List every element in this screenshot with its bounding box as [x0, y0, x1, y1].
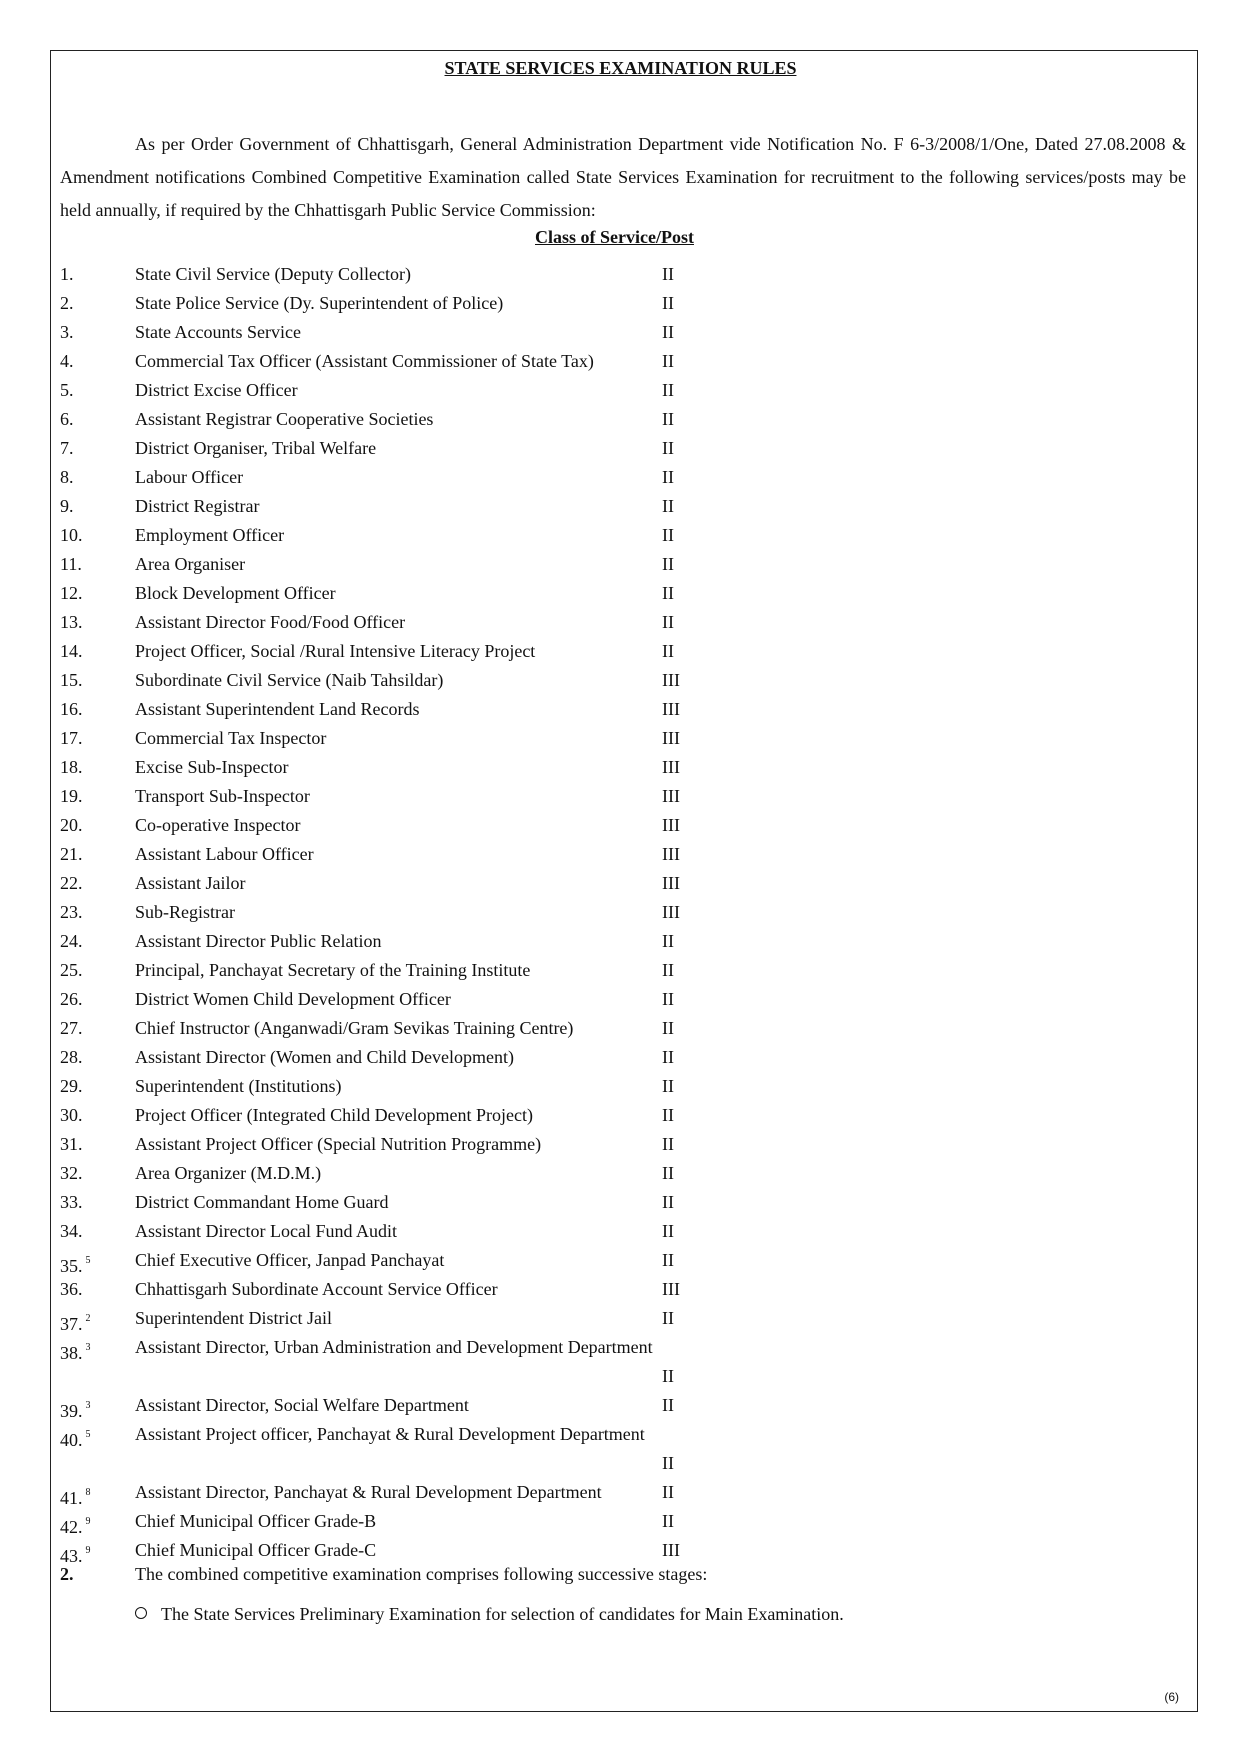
post-row: [60, 1478, 1160, 1507]
post-number: [60, 260, 74, 289]
post-name: Assistant Director, Panchayat & Rural Development Department: [135, 1482, 602, 1502]
post-number: [60, 579, 83, 608]
post-class: II: [662, 1192, 674, 1212]
post-class: II: [662, 467, 674, 487]
post-number-text: 40.: [60, 1430, 83, 1450]
post-name: Employment Officer: [135, 525, 285, 545]
post-name: Assistant Director, Social Welfare Department: [135, 1395, 469, 1415]
post-row: [60, 811, 1160, 840]
post-name: Chhattisgarh Subordinate Account Service Officer: [135, 1279, 498, 1299]
post-class: II: [662, 438, 674, 458]
post-name: Assistant Registrar Cooperative Societies: [135, 409, 434, 429]
post-name: Chief Instructor (Anganwadi/Gram Sevikas Training Centre): [135, 1018, 574, 1038]
post-class: II: [662, 409, 674, 429]
post-name: District Registrar: [135, 496, 260, 516]
post-row: [60, 1275, 1160, 1304]
post-class: III: [662, 670, 680, 690]
post-number: [60, 463, 74, 492]
post-name: Assistant Labour Officer: [135, 844, 314, 864]
post-number: [60, 1420, 91, 1455]
post-row: [60, 260, 1160, 289]
document-title: STATE SERVICES EXAMINATION RULES: [444, 58, 797, 78]
post-name: Assistant Director Public Relation: [135, 931, 382, 951]
post-class: II: [662, 1250, 674, 1270]
post-number: [60, 347, 74, 376]
post-class: II: [662, 1366, 674, 1386]
post-number-text: 43.: [60, 1546, 83, 1566]
post-number: [60, 608, 83, 637]
post-name: District Organiser, Tribal Welfare: [135, 438, 377, 458]
post-row: [60, 1130, 1160, 1159]
post-number-text: 4.: [60, 351, 74, 371]
post-number-text: 36.: [60, 1279, 83, 1299]
post-number-text: 17.: [60, 728, 83, 748]
post-number: [60, 869, 83, 898]
post-class: II: [662, 989, 674, 1009]
post-name: Assistant Jailor: [135, 873, 246, 893]
post-number: [60, 985, 83, 1014]
post-row: [60, 695, 1160, 724]
post-number-text: 5.: [60, 380, 74, 400]
post-number-text: 19.: [60, 786, 83, 806]
post-row: [60, 318, 1160, 347]
post-number-text: 38.: [60, 1343, 83, 1363]
post-number-text: 28.: [60, 1047, 83, 1067]
post-name: Block Development Officer: [135, 583, 336, 603]
post-number-text: 3.: [60, 322, 74, 342]
post-name: Project Officer, Social /Rural Intensive Literacy Project: [135, 641, 536, 661]
post-number-text: 42.: [60, 1517, 83, 1537]
post-number-text: 37.: [60, 1314, 83, 1334]
post-number-text: 35.: [60, 1256, 83, 1276]
post-name: Assistant Director, Urban Administration and Development Department: [135, 1337, 653, 1357]
post-name: Commercial Tax Officer (Assistant Commissioner of State Tax): [135, 351, 594, 371]
post-number: [60, 1217, 83, 1246]
post-class: II: [662, 960, 674, 980]
post-class: II: [662, 1482, 674, 1502]
post-name: Chief Executive Officer, Janpad Panchayat: [135, 1250, 445, 1270]
post-row: [60, 405, 1160, 434]
post-name: Chief Municipal Officer Grade-C: [135, 1540, 377, 1560]
post-row: [60, 898, 1160, 927]
post-row: [60, 347, 1160, 376]
post-name: Commercial Tax Inspector: [135, 728, 327, 748]
footnote-marker: 3: [85, 1400, 91, 1411]
post-row: [60, 1043, 1160, 1072]
post-row: [60, 289, 1160, 318]
stage-number: 2.: [60, 1564, 74, 1584]
post-number-text: 16.: [60, 699, 83, 719]
post-name: Assistant Director Food/Food Officer: [135, 612, 406, 632]
post-row: [60, 1246, 1160, 1275]
post-class: II: [662, 1105, 674, 1125]
post-number: [60, 521, 83, 550]
post-name: Superintendent District Jail: [135, 1308, 332, 1328]
intro-text: As per Order Government of Chhattisgarh, General Administration Department vide Notification No. F 6-3/2008/1/One, Dated 27.08.2008 & Amendment notifications Combined Competitive Examination called State Services Examination for recruitment to the following services/posts may be held annually, if required by the Chhattisgarh Public Service Commission:: [60, 134, 1186, 220]
post-number-text: 12.: [60, 583, 83, 603]
post-class: II: [662, 1395, 674, 1415]
post-row: [60, 927, 1160, 956]
post-number-text: 1.: [60, 264, 74, 284]
post-number-text: 2.: [60, 293, 74, 313]
post-row: [60, 1217, 1160, 1246]
post-row: [60, 840, 1160, 869]
post-class: II: [662, 1134, 674, 1154]
bullet-text: The State Services Preliminary Examination for selection of candidates for Main Examination.: [161, 1604, 844, 1624]
post-row: [60, 956, 1160, 985]
post-class: II: [662, 525, 674, 545]
post-row: [60, 579, 1160, 608]
post-number: [60, 376, 74, 405]
post-class: II: [662, 496, 674, 516]
post-number: [60, 1072, 83, 1101]
post-number-text: 21.: [60, 844, 83, 864]
post-class: III: [662, 844, 680, 864]
post-name: Assistant Director (Women and Child Development): [135, 1047, 514, 1067]
post-number-text: 10.: [60, 525, 83, 545]
post-number: [60, 1333, 91, 1368]
post-class: II: [662, 1453, 674, 1473]
post-row: [60, 1101, 1160, 1130]
post-name: Co-operative Inspector: [135, 815, 301, 835]
post-row: [60, 434, 1160, 463]
post-name: Assistant Superintendent Land Records: [135, 699, 420, 719]
post-number-text: 29.: [60, 1076, 83, 1096]
post-number-text: 31.: [60, 1134, 83, 1154]
post-name: Excise Sub-Inspector: [135, 757, 289, 777]
footnote-marker: 9: [85, 1545, 91, 1556]
post-row: [60, 1507, 1160, 1536]
post-row: [60, 1536, 1160, 1565]
post-number-text: 27.: [60, 1018, 83, 1038]
post-row: [60, 521, 1160, 550]
post-number-text: 20.: [60, 815, 83, 835]
post-number-text: 39.: [60, 1401, 83, 1421]
post-number-text: 24.: [60, 931, 83, 951]
post-number: [60, 318, 74, 347]
post-number-text: 25.: [60, 960, 83, 980]
class-of-service-heading: Class of Service/Post: [535, 227, 694, 247]
post-class: III: [662, 757, 680, 777]
post-number-text: 6.: [60, 409, 74, 429]
post-number: [60, 782, 83, 811]
footnote-marker: 5: [85, 1429, 91, 1440]
stage-text: The combined competitive examination comprises following successive stages:: [135, 1564, 708, 1584]
post-number-text: 30.: [60, 1105, 83, 1125]
post-class: III: [662, 873, 680, 893]
post-number-text: 18.: [60, 757, 83, 777]
post-class: III: [662, 1279, 680, 1299]
footnote-marker: 3: [85, 1342, 91, 1353]
post-number-text: 13.: [60, 612, 83, 632]
post-number: [60, 1101, 83, 1130]
post-class: II: [662, 1163, 674, 1183]
footnote-marker: 8: [85, 1487, 91, 1498]
post-class: III: [662, 728, 680, 748]
post-class: II: [662, 351, 674, 371]
post-number: [60, 434, 74, 463]
post-class: III: [662, 786, 680, 806]
post-name: Assistant Project Officer (Special Nutrition Programme): [135, 1134, 542, 1154]
post-number-text: 33.: [60, 1192, 83, 1212]
post-number-text: 34.: [60, 1221, 83, 1241]
post-row: [60, 1304, 1160, 1333]
post-row: [60, 869, 1160, 898]
post-class: II: [662, 1511, 674, 1531]
post-class: III: [662, 699, 680, 719]
footnote-marker: 9: [85, 1516, 91, 1527]
post-name: District Women Child Development Officer: [135, 989, 451, 1009]
post-row: [60, 753, 1160, 782]
post-row: [60, 985, 1160, 1014]
post-number: [60, 1188, 83, 1217]
post-number-text: 11.: [60, 554, 82, 574]
post-number: [60, 1043, 83, 1072]
post-name: Superintendent (Institutions): [135, 1076, 342, 1096]
post-name: Transport Sub-Inspector: [135, 786, 310, 806]
post-class: II: [662, 293, 674, 313]
post-name: Principal, Panchayat Secretary of the Training Institute: [135, 960, 531, 980]
post-name: Project Officer (Integrated Child Development Project): [135, 1105, 534, 1125]
post-class: III: [662, 1540, 680, 1560]
post-number: [60, 811, 83, 840]
post-number: [60, 927, 83, 956]
post-class: II: [662, 1076, 674, 1096]
post-name: Assistant Project officer, Panchayat & Rural Development Department: [135, 1424, 645, 1444]
bullet-circle-icon: [135, 1607, 147, 1619]
bullet-item: [135, 1604, 844, 1625]
post-number: [60, 898, 83, 927]
post-number: [60, 753, 83, 782]
post-class: II: [662, 380, 674, 400]
post-name: Chief Municipal Officer Grade-B: [135, 1511, 377, 1531]
post-class: II: [662, 264, 674, 284]
post-class: II: [662, 931, 674, 951]
post-number: [60, 1159, 83, 1188]
post-number-text: 15.: [60, 670, 83, 690]
post-number-text: 32.: [60, 1163, 83, 1183]
intro-paragraph: [60, 128, 1186, 227]
post-row: [60, 1072, 1160, 1101]
page-number: (6): [1164, 1690, 1179, 1704]
post-number: [60, 1014, 83, 1043]
post-row: [60, 550, 1160, 579]
post-number: [60, 666, 83, 695]
post-row: [60, 1014, 1160, 1043]
post-class: II: [662, 583, 674, 603]
post-number: [60, 637, 83, 666]
post-row: [60, 463, 1160, 492]
post-number: [60, 1130, 83, 1159]
post-class: II: [662, 554, 674, 574]
post-name: District Excise Officer: [135, 380, 298, 400]
post-row: [60, 376, 1160, 405]
footnote-marker: 2: [85, 1313, 91, 1324]
post-class: II: [662, 322, 674, 342]
post-class: III: [662, 815, 680, 835]
post-number-text: 9.: [60, 496, 74, 516]
post-list: [60, 260, 1160, 1565]
post-row: [60, 1159, 1160, 1188]
post-row: [60, 1391, 1160, 1420]
post-class: II: [662, 1047, 674, 1067]
post-number: [60, 956, 83, 985]
post-class: II: [662, 641, 674, 661]
post-number-text: 8.: [60, 467, 74, 487]
post-name: Area Organiser: [135, 554, 246, 574]
post-name: Area Organizer (M.D.M.): [135, 1163, 322, 1183]
post-class: II: [662, 1018, 674, 1038]
post-class: II: [662, 1221, 674, 1241]
post-name: Assistant Director Local Fund Audit: [135, 1221, 397, 1241]
post-name: Labour Officer: [135, 467, 244, 487]
post-name: Subordinate Civil Service (Naib Tahsildar): [135, 670, 444, 690]
post-class: III: [662, 902, 680, 922]
post-number: [60, 724, 83, 753]
post-number: [60, 1275, 83, 1304]
post-name: Sub-Registrar: [135, 902, 235, 922]
post-name: State Accounts Service: [135, 322, 301, 342]
post-number: [60, 550, 82, 579]
post-row: [60, 782, 1160, 811]
post-name: District Commandant Home Guard: [135, 1192, 389, 1212]
footnote-marker: 5: [85, 1255, 91, 1266]
post-row: [60, 666, 1160, 695]
post-number-text: 22.: [60, 873, 83, 893]
post-row: [60, 608, 1160, 637]
post-number: [60, 289, 74, 318]
post-row: [60, 1188, 1160, 1217]
post-row: [60, 724, 1160, 753]
post-number-text: 7.: [60, 438, 74, 458]
post-number: [60, 492, 74, 521]
post-class: II: [662, 1308, 674, 1328]
post-name: State Police Service (Dy. Superintendent of Police): [135, 293, 504, 313]
post-number: [60, 840, 83, 869]
post-number: [60, 405, 74, 434]
post-number-text: 26.: [60, 989, 83, 1009]
post-row: [60, 492, 1160, 521]
post-number-text: 41.: [60, 1488, 83, 1508]
post-row: [60, 1420, 1160, 1478]
post-class: II: [662, 612, 674, 632]
post-name: State Civil Service (Deputy Collector): [135, 264, 411, 284]
post-number: [60, 695, 83, 724]
post-number-text: 23.: [60, 902, 83, 922]
post-number-text: 14.: [60, 641, 83, 661]
post-row: [60, 1333, 1160, 1391]
post-row: [60, 637, 1160, 666]
